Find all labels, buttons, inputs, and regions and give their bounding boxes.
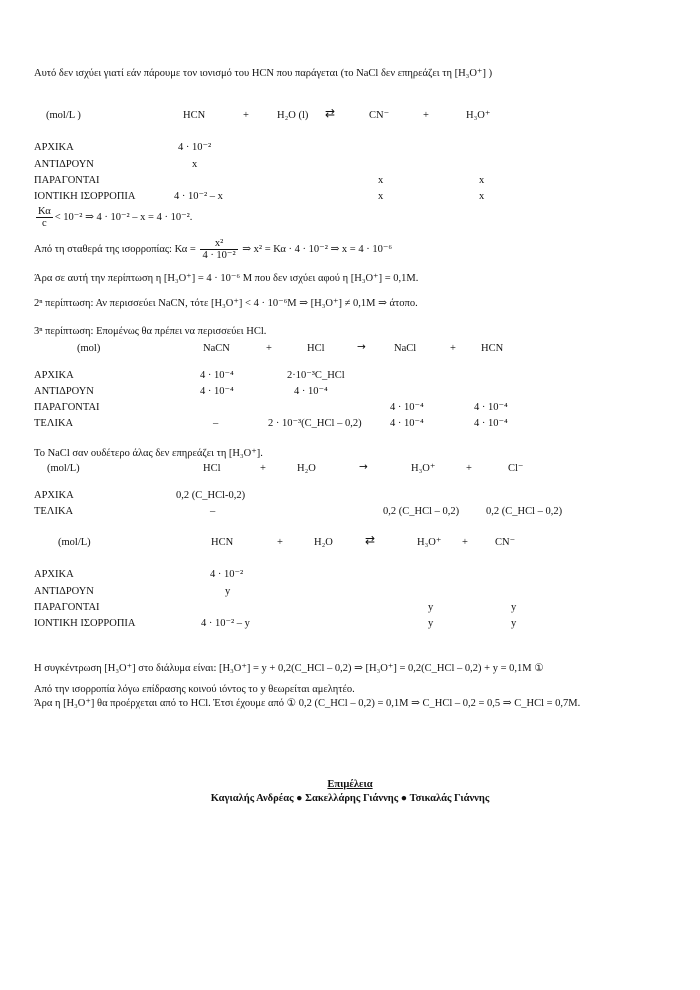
final-line-3: Άρα η [H₃O⁺] θα προέρχεται από το HCl. Έτσι έχουμε από ① 0,2 (C_HCl – 0,2) = 0,1M ⇒ C_HCl – 0,2 = 0,5 ⇒ C_HCl = 0,7M. (34, 698, 581, 709)
t3-cell: 0,2 (C_HCl – 0,2) (486, 506, 563, 517)
t1-product2: H₃O⁺ (466, 110, 491, 121)
t2-cell: 4 · 10⁻⁴ (200, 370, 234, 381)
t3-row-label: ΤΕΛΙΚΑ (34, 506, 74, 517)
t2-cell: 4 · 10⁻⁴ (474, 418, 508, 429)
t1-row-label: ΑΡΧΙΚΑ (34, 142, 74, 153)
t3-arrow: → (359, 461, 368, 473)
t4-plus2: + (462, 537, 468, 548)
t3-plus2: + (466, 463, 472, 474)
t4-reactant1: HCN (211, 537, 234, 548)
t4-cell: y (511, 618, 517, 629)
t2-cell: 4 · 10⁻⁴ (390, 418, 424, 429)
ka-condition (34, 206, 192, 229)
t1-row-label: ΙΟΝΤΙΚΗ ΙΣΟΡΡΟΠΙΑ (34, 191, 136, 202)
const-suffix: ⇒ x² = Κα · 4 · 10⁻² ⇒ x = 4 · 10⁻⁶ (242, 243, 393, 255)
t1-cell: x (378, 175, 384, 186)
case1-conclusion: Άρα σε αυτή την περίπτωση η [H₃O⁺] = 4 · 10⁻⁶ M που δεν ισχύει αφού η [H₃O⁺] = 0,1M. (34, 273, 419, 284)
ka-fraction-den: c (42, 218, 47, 229)
t3-reactant1: HCl (203, 463, 221, 474)
ka-condition-text: < 10⁻² ⇒ 4 · 10⁻² – x = 4 · 10⁻². (54, 211, 193, 223)
t3-cell: 0,2 (C_HCl – 0,2) (383, 506, 460, 517)
t1-reactant2: H₂O (l) (277, 110, 309, 121)
t2-row-label: ΤΕΛΙΚΑ (34, 418, 74, 429)
t4-equilibrium-arrow: ⇄ (365, 533, 375, 547)
t1-equilibrium-arrow: ⇄ (325, 106, 335, 120)
t2-reactant2: HCl (307, 343, 325, 354)
t2-row-label: ΑΝΤΙΔΡΟΥΝ (34, 386, 94, 397)
t1-reactant1: HCN (183, 110, 206, 121)
const-fraction (200, 238, 237, 261)
case3-text: 3ⁿ περίπτωση: Επομένως θα πρέπει να περισσεύει HCl. (34, 326, 267, 337)
t2-row-label: ΠΑΡΑΓΟΝΤΑΙ (34, 402, 100, 413)
t3-unit: (mol/L) (47, 463, 80, 474)
t4-row-label: ΙΟΝΤΙΚΗ ΙΣΟΡΡΟΠΙΑ (34, 618, 136, 629)
t4-product1: H₃O⁺ (417, 537, 442, 548)
t1-cell: x (479, 191, 485, 202)
t4-row-label: ΑΡΧΙΚΑ (34, 569, 74, 580)
t3-product1: H₃O⁺ (411, 463, 436, 474)
t2-cell: 2·10⁻³C_HCl (287, 370, 345, 381)
const-fraction-num: x² (200, 238, 237, 250)
const-prefix: Από τη σταθερά της ισορροπίας: Κα = (34, 243, 196, 255)
t4-plus1: + (277, 537, 283, 548)
t1-cell: 4 · 10⁻² (178, 142, 212, 153)
t3-product2: Cl⁻ (508, 463, 524, 474)
case2-text: 2ⁿ περίπτωση: Αν περισσεύει NaCN, τότε [H₃O⁺] < 4 · 10⁻⁶M ⇒ [H₃O⁺] ≠ 0,1M ⇒ άτοπο. (34, 298, 418, 309)
t1-plus1: + (243, 110, 249, 121)
t4-product2: CN⁻ (495, 537, 516, 548)
t1-unit: (mol/L ) (46, 110, 81, 121)
t4-unit: (mol/L) (58, 537, 91, 548)
t1-product1: CN⁻ (369, 110, 390, 121)
equilibrium-constant-line (34, 238, 392, 261)
t3-row-label: ΑΡΧΙΚΑ (34, 490, 74, 501)
t1-cell: 4 · 10⁻² – x (174, 191, 223, 202)
nacl-note: Το NaCl σαν ουδέτερο άλας δεν επηρεάζει τη [H₃O⁺]. (34, 448, 263, 459)
t3-cell: 0,2 (C_HCl-0,2) (176, 490, 246, 501)
const-fraction-den: 4 · 10⁻² (202, 250, 236, 261)
intro-text: Αυτό δεν ισχύει γιατί εάν πάρουμε τον ιονισμό του HCN που παράγεται (το NaCl δεν επηρεάζει τη [H₃O⁺] ) (34, 68, 493, 79)
t4-cell: y (511, 602, 517, 613)
final-line-1: Η συγκέντρωση [H₃O⁺] στο διάλυμα είναι: [H₃O⁺] = y + 0,2(C_HCl – 0,2) ⇒ [H₃O⁺] = 0,2(C_HCl – 0,2) + y = 0,1M ① (34, 663, 544, 674)
footer-names: Καγιαλής Ανδρέας ● Σακελλάρης Γιάννης ● Τσικαλάς Γιάννης (210, 793, 490, 804)
t3-reactant2: H₂O (297, 463, 316, 474)
t1-plus2: + (423, 110, 429, 121)
t4-reactant2: H₂O (314, 537, 333, 548)
t2-product2: HCN (481, 343, 504, 354)
t2-reactant1: NaCN (203, 343, 230, 354)
t2-cell: 2 · 10⁻³(C_HCl – 0,2) (268, 418, 362, 429)
t2-unit: (mol) (77, 343, 101, 354)
t4-cell: y (428, 602, 434, 613)
t1-cell: x (479, 175, 485, 186)
t2-cell: 4 · 10⁻⁴ (474, 402, 508, 413)
ka-fraction (36, 206, 53, 229)
t2-cell: 4 · 10⁻⁴ (390, 402, 424, 413)
t1-row-label: ΠΑΡΑΓΟΝΤΑΙ (34, 175, 100, 186)
t2-product1: NaCl (394, 343, 417, 354)
t2-plus1: + (266, 343, 272, 354)
t1-row-label: ΑΝΤΙΔΡΟΥΝ (34, 159, 94, 170)
t4-row-label: ΑΝΤΙΔΡΟΥΝ (34, 586, 94, 597)
t4-cell: 4 · 10⁻² – y (201, 618, 250, 629)
t4-cell: y (428, 618, 434, 629)
t3-plus1: + (260, 463, 266, 474)
t2-row-label: ΑΡΧΙΚΑ (34, 370, 74, 381)
t2-cell: 4 · 10⁻⁴ (200, 386, 234, 397)
ka-fraction-num: Κα (38, 206, 51, 217)
t1-cell: x (378, 191, 384, 202)
final-line-2: Από την ισορροπία λόγω επίδρασης κοινού ιόντος το y θεωρείται αμελητέο. (34, 684, 355, 695)
t2-plus2: + (450, 343, 456, 354)
t4-row-label: ΠΑΡΑΓΟΝΤΑΙ (34, 602, 100, 613)
t2-arrow: → (357, 341, 366, 353)
t1-cell: x (192, 159, 198, 170)
t2-cell: 4 · 10⁻⁴ (294, 386, 328, 397)
t4-cell: 4 · 10⁻² (210, 569, 244, 580)
footer-title: Επιμέλεια (327, 779, 373, 790)
t3-cell: – (210, 506, 216, 517)
t2-cell: – (213, 418, 219, 429)
t4-cell: y (225, 586, 231, 597)
